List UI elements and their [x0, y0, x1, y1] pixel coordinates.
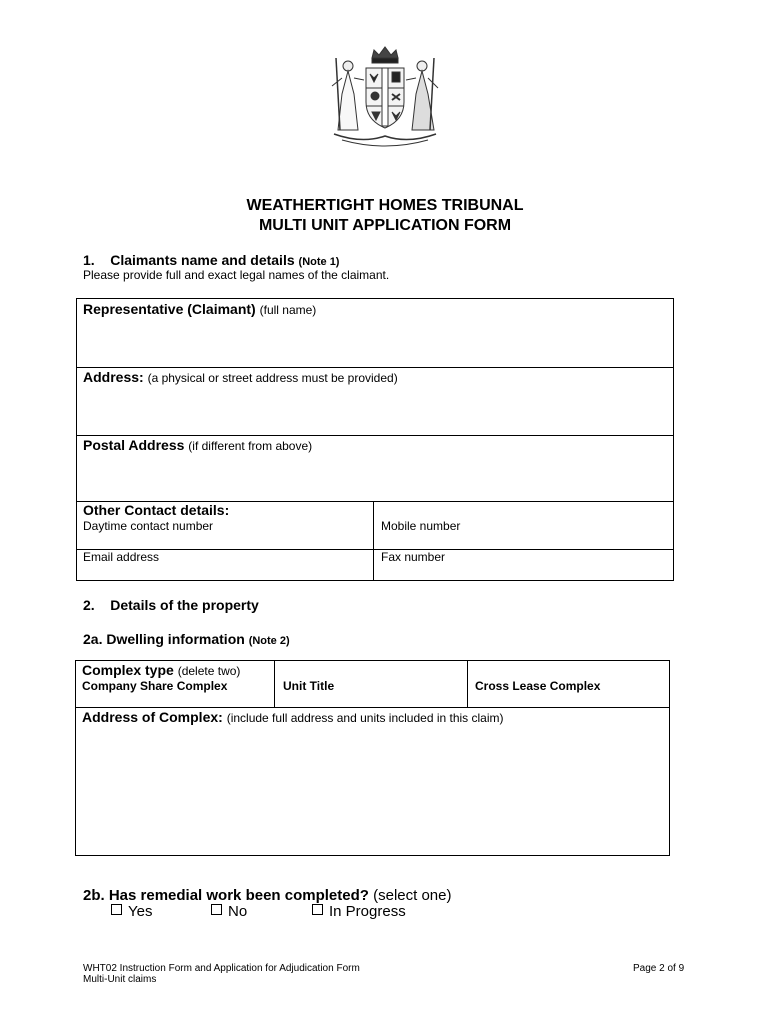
divider	[467, 660, 468, 707]
complex-type-title: Complex type	[82, 662, 174, 678]
section2a-heading-text: 2a. Dwelling information	[83, 631, 245, 647]
section2a-heading	[83, 631, 290, 647]
postal-label: Postal Address	[83, 437, 185, 453]
section1-heading-text: 1. Claimants name and details	[83, 252, 295, 268]
email-field[interactable]: Email address	[83, 550, 160, 564]
section2b-question	[83, 887, 451, 904]
company-share-option[interactable]: Company Share Complex	[82, 679, 228, 693]
divider	[274, 660, 275, 707]
section1-heading	[83, 252, 339, 268]
complex-address-label: Address of Complex:	[82, 709, 223, 725]
section2-heading: 2. Details of the property	[83, 597, 259, 613]
form-title-line1: WEATHERTIGHT HOMES TRIBUNAL	[246, 197, 524, 214]
form-title-line2: MULTI UNIT APPLICATION FORM	[258, 217, 512, 234]
option-yes[interactable]	[111, 903, 152, 920]
representative-hint: (full name)	[259, 303, 317, 317]
fax-field[interactable]: Fax number	[381, 550, 446, 564]
checkbox-icon[interactable]	[211, 904, 222, 915]
daytime-contact-field[interactable]: Daytime contact number	[83, 519, 214, 533]
contact-details-label: Other Contact details:	[83, 502, 230, 518]
footer-line1: WHT02 Instruction Form and Application for Adjudication Form	[83, 963, 360, 974]
option-in-progress[interactable]	[312, 903, 406, 920]
postal-address-field[interactable]	[83, 437, 312, 453]
section2b-hint: (select one)	[373, 887, 452, 904]
section1-note: (Note 1)	[298, 256, 340, 268]
complex-type-hint: (delete two)	[177, 664, 241, 678]
section1-instruction: Please provide full and exact legal names of the claimant.	[83, 268, 390, 282]
coat-of-arms-icon	[322, 44, 448, 154]
divider	[76, 549, 674, 550]
cross-lease-option[interactable]: Cross Lease Complex	[475, 679, 601, 693]
complex-address-hint: (include full address and units included in this claim)	[226, 711, 504, 725]
section2a-note: (Note 2)	[248, 635, 290, 647]
divider	[76, 435, 674, 436]
representative-field[interactable]	[83, 301, 316, 317]
option-no-label: No	[228, 903, 248, 920]
representative-label: Representative (Claimant)	[83, 301, 256, 317]
option-no[interactable]	[211, 903, 247, 920]
divider	[373, 501, 374, 581]
mobile-field[interactable]: Mobile number	[381, 519, 461, 533]
checkbox-icon[interactable]	[312, 904, 323, 915]
section2b-question-text: 2b. Has remedial work been completed?	[83, 887, 369, 904]
address-field[interactable]	[83, 369, 398, 385]
option-in-progress-label: In Progress	[329, 903, 406, 920]
divider	[75, 707, 670, 708]
complex-type-label	[82, 662, 240, 678]
address-label: Address:	[83, 369, 144, 385]
postal-hint: (if different from above)	[188, 439, 313, 453]
option-yes-label: Yes	[128, 903, 153, 920]
unit-title-option[interactable]: Unit Title	[283, 679, 335, 693]
page-number: Page 2 of 9	[633, 963, 685, 974]
footer-line2: Multi-Unit claims	[83, 974, 157, 985]
complex-address-field[interactable]	[82, 709, 504, 725]
address-hint: (a physical or street address must be provided)	[147, 371, 398, 385]
divider	[76, 367, 674, 368]
checkbox-icon[interactable]	[111, 904, 122, 915]
